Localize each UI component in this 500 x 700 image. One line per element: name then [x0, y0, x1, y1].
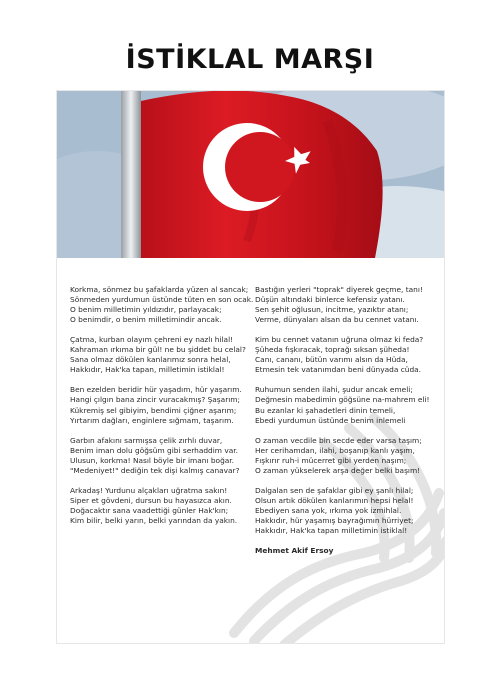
- poem-line: Hangi çılgın bana zincir vuracakmış? Şaşarım;: [70, 395, 240, 405]
- poem-line: Canı, cananı, bütün varımı alsın da Hüda,: [255, 355, 408, 365]
- poem-line: "Medeniyet!" dediğin tek dişi kalmış canavar?: [70, 465, 240, 475]
- poem-line: Kim bilir, belki yarın, belki yarından da yakın.: [70, 515, 238, 525]
- poem-line: Sana olmaz dökülen kanlarımız sonra helal,: [70, 355, 231, 365]
- poem-stanza: [70, 335, 255, 375]
- page-title: İSTİKLAL MARŞI: [125, 44, 375, 75]
- poem-card: [56, 90, 445, 644]
- poem-line: Kahraman ırkıma bir gül! ne bu şiddet bu celal?: [70, 345, 246, 355]
- poem-stanza: [255, 436, 440, 476]
- poem-stanza: [255, 385, 440, 425]
- turkish-flag-photo: [57, 91, 445, 258]
- poem-line: Sen şehit oğlusun, incitme, yazıktır atanı;: [255, 305, 409, 315]
- poem-line: Korkma, sönmez bu şafaklarda yüzen al sancak;: [70, 285, 249, 294]
- poem-line: O zaman vecdile bin secde eder varsa taşım;: [255, 435, 422, 445]
- poem-line: Düşün altındaki binlerce kefensiz yatanı.: [255, 295, 405, 305]
- poem-line: Hakkıdır, hür yaşamış bayrağımın hürriyet;: [255, 515, 414, 525]
- poem-stanza: [70, 436, 255, 476]
- poem-line: Siper et gövdeni, dursun bu hayasızca akın.: [70, 495, 232, 505]
- poem-stanza: [70, 486, 255, 526]
- poem-author: Mehmet Akif Ersoy: [255, 545, 334, 555]
- poem-stanza: [255, 486, 440, 536]
- poem-line: Ulusun, korkma! Nasıl böyle bir imanı boğar.: [70, 455, 235, 465]
- flag-pole: [121, 91, 141, 258]
- poem-line: O benim milletimin yıldızıdır, parlayacak;: [70, 305, 222, 315]
- poem-stanza: [255, 285, 440, 325]
- poem-line: Garbın afakını sarmışsa çelik zırhlı duvar,: [70, 435, 223, 445]
- poem-line: Benim iman dolu göğsüm gibi serhaddim var.: [70, 445, 238, 455]
- poem-line: O benimdir, o benim milletimindir ancak.: [70, 315, 222, 325]
- poem-line: Arkadaş! Yurdunu alçakları uğratma sakın!: [70, 485, 228, 495]
- poem-line: O zaman yükselerek arşa değer belki başım!: [255, 465, 421, 475]
- poem-line: Her cerihamdan, ilahi, boşanıp kanlı yaşım,: [255, 445, 415, 455]
- poem-line: Verme, dünyaları alsan da bu cennet vatanı.: [255, 315, 419, 325]
- poem-line: Bastığın yerleri "toprak" diyerek geçme, tanı!: [255, 285, 423, 294]
- poem-line: Hakkıdır, Hak'ka tapan milletimin istiklal!: [255, 526, 408, 536]
- poem-line: Kim bu cennet vatanın uğruna olmaz ki feda?: [255, 335, 424, 345]
- poem-line: Fışkırır ruh-i mücerret gibi yerden naşım;: [255, 455, 407, 465]
- poem-line: Kükremiş sel gibiyim, bendimi çiğner aşarım;: [70, 405, 237, 415]
- poem-line: Bu ezanlar ki şahadetleri dinin temeli,: [255, 405, 396, 415]
- poem-line: Doğacaktır sana vaadettiği günler Hak'kın;: [70, 505, 229, 515]
- poem-line: Olsun artık dökülen kanlarımın hepsi helal!: [255, 495, 414, 505]
- poem-stanza: [255, 335, 440, 375]
- poem-line: Hakkıdır, Hak'ka tapan, milletimin istiklal!: [70, 365, 225, 375]
- poem-line: Ruhumun senden ilahi, şudur ancak emeli;: [255, 385, 413, 395]
- poem-line: Çatma, kurban olayım çehreni ey nazlı hilal!: [70, 335, 234, 345]
- poem-stanza: [70, 285, 255, 325]
- poem-line: Ebedi yurdumun üstünde benim inlemeli: [255, 415, 406, 425]
- poem-line: Değmesin mabedimin göğsüne na-mahrem eli!: [255, 395, 430, 405]
- poem-line: Şüheda fışkıracak, toprağı sıksan şüheda!: [255, 345, 410, 355]
- poem-column-right: [255, 285, 440, 556]
- flag-illustration: [57, 91, 445, 258]
- poem-line: Dalgalan sen de şafaklar gibi ey şanlı hilal;: [255, 485, 414, 495]
- poem-column-left: [70, 285, 255, 536]
- poem-line: Yırtarım dağları, enginlere sığmam, taşarım.: [70, 415, 234, 425]
- poem-line: Etmesin tek vatanımdan beni dünyada cüda.: [255, 365, 422, 375]
- poem-line: Sönmeden yurdumun üstünde tüten en son ocak.: [70, 295, 254, 305]
- poem-line: Ebediyen sana yok, ırkıma yok izmihlal.: [255, 505, 402, 515]
- poem-stanza: [70, 385, 255, 425]
- poem-line: Ben ezelden beridir hür yaşadım, hür yaşarım.: [70, 385, 242, 395]
